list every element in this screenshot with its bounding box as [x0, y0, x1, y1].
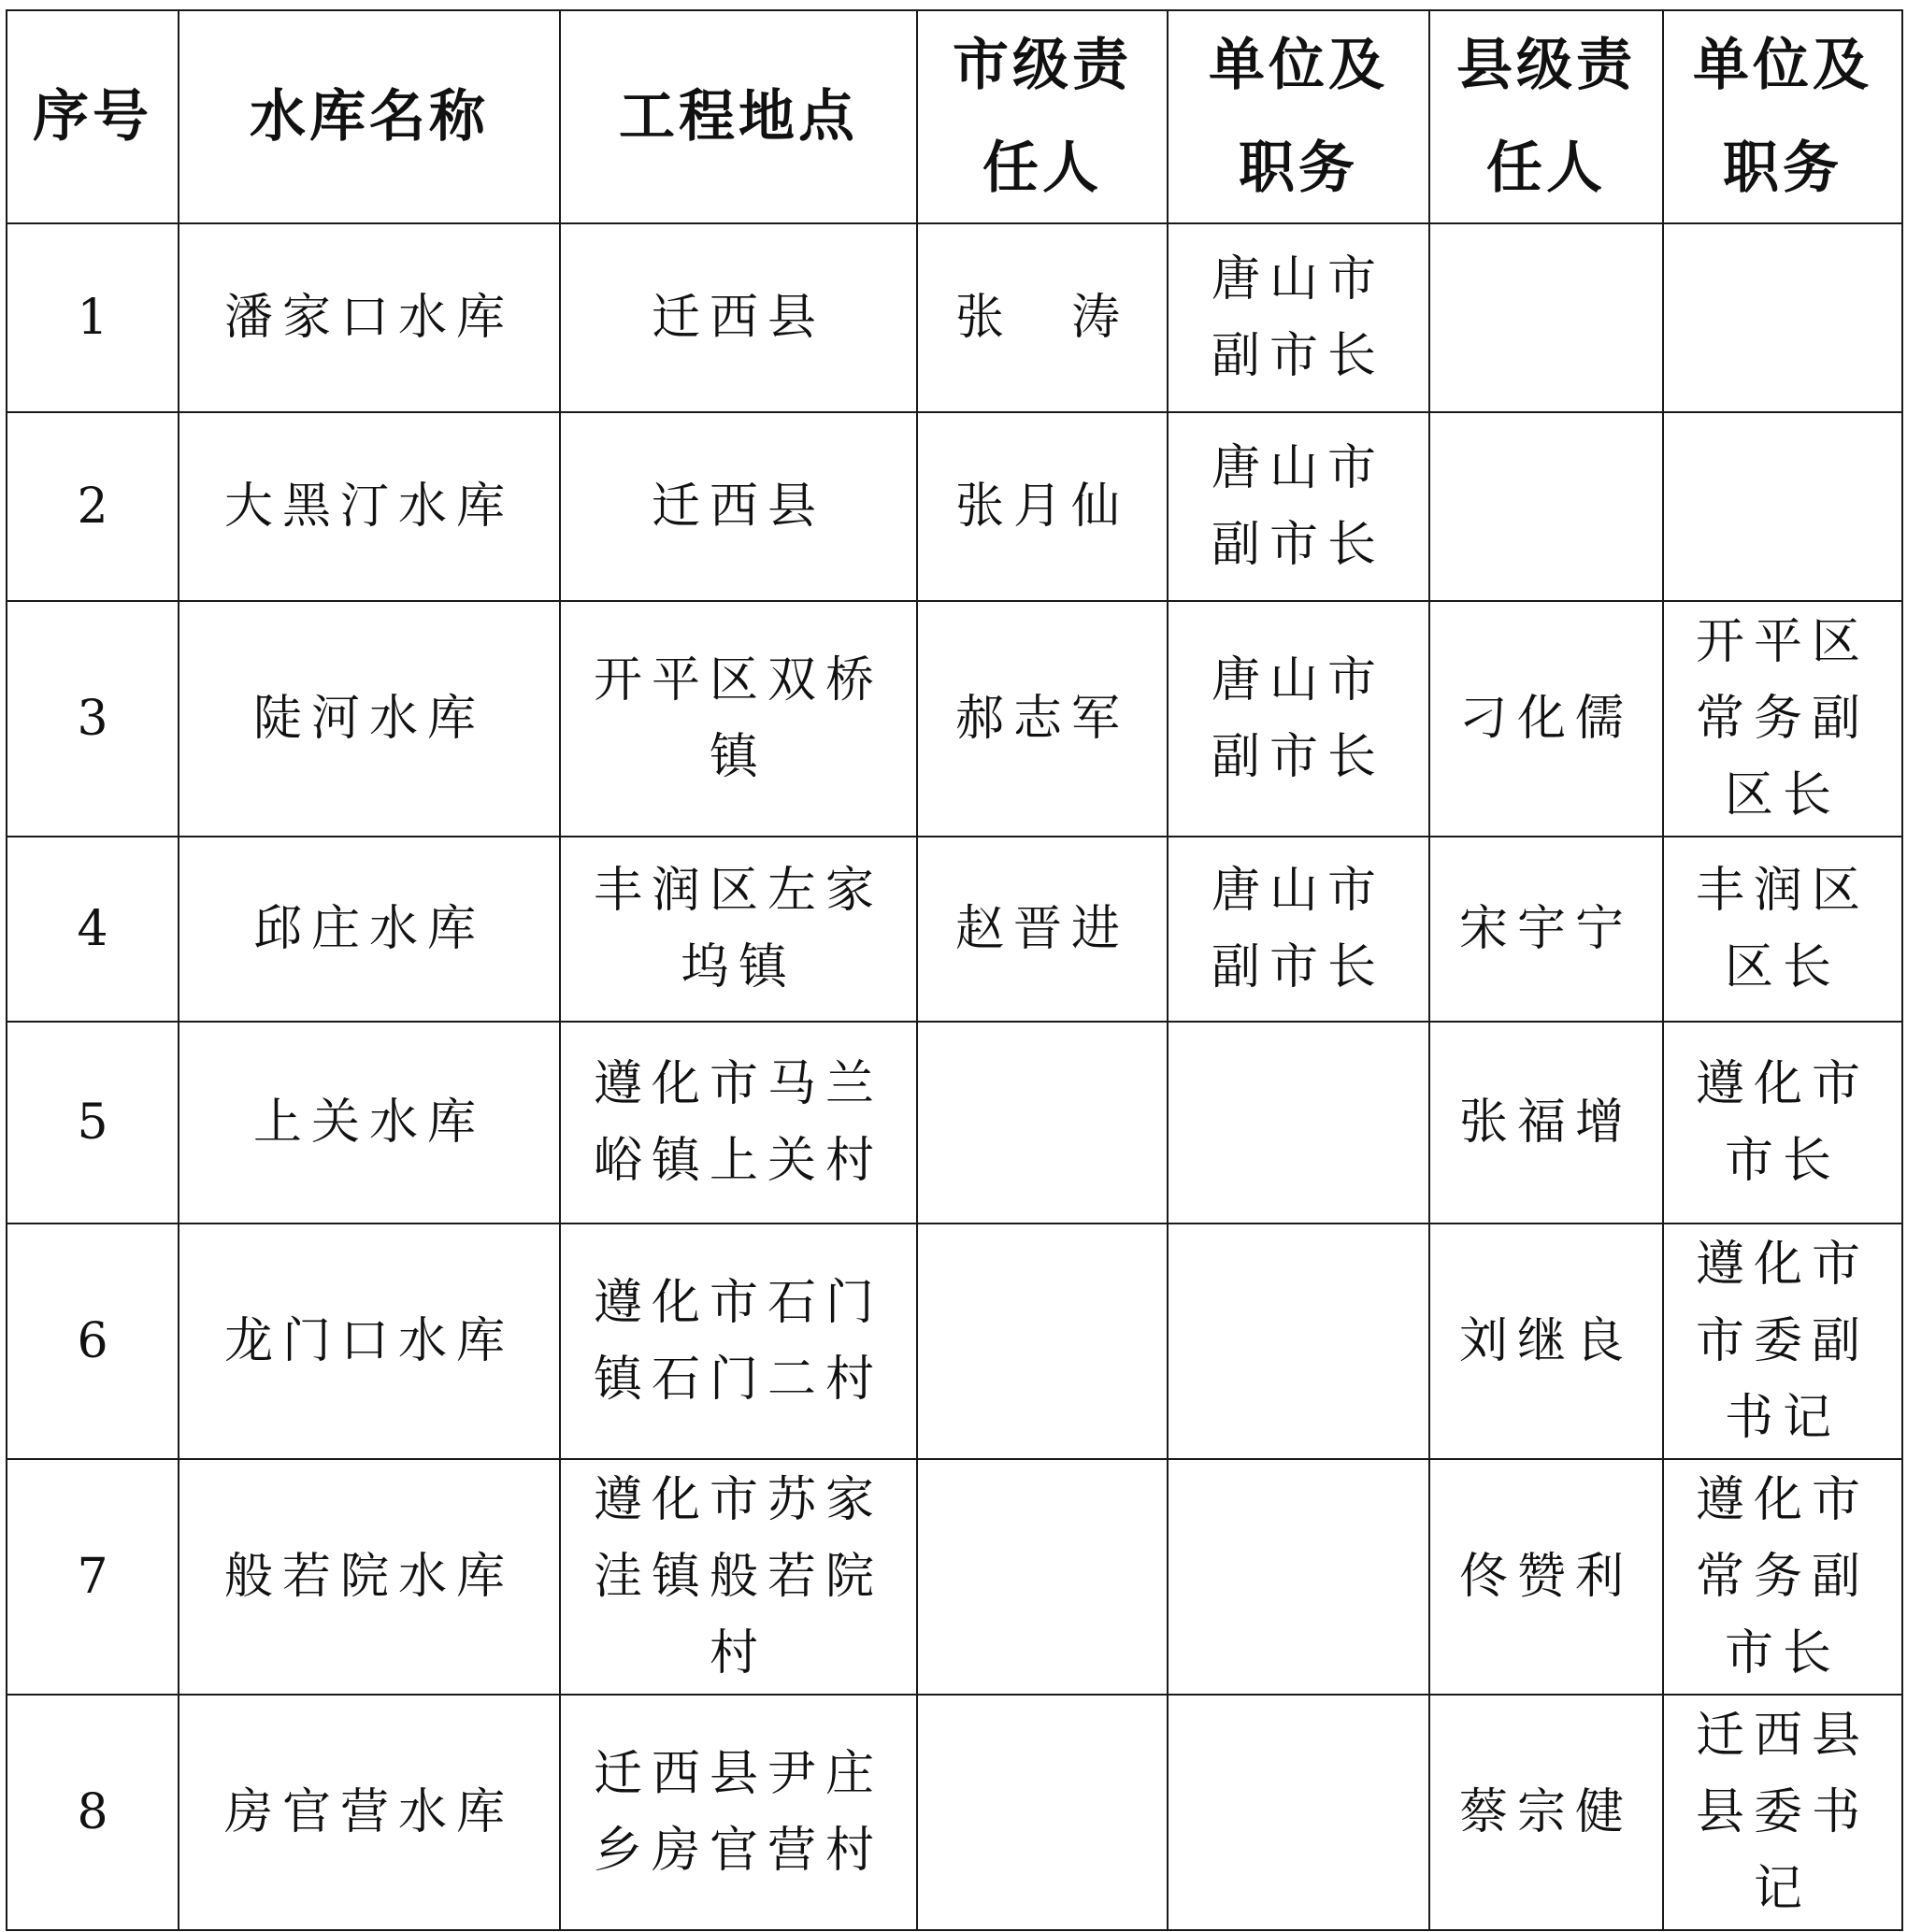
header-city-responsible: 市级责 任人	[917, 10, 1168, 223]
city-position	[1168, 1022, 1429, 1224]
row-index: 4	[7, 837, 179, 1022]
reservoir-name: 般若院水库	[179, 1459, 560, 1695]
header-reservoir-name: 水库名称	[179, 10, 560, 223]
city-responsible: 张月仙	[917, 412, 1168, 601]
city-position: 唐山市 副市长	[1168, 837, 1429, 1022]
row-index: 8	[7, 1695, 179, 1930]
city-responsible: 张 涛	[917, 223, 1168, 412]
city-responsible	[917, 1022, 1168, 1224]
city-position: 唐山市 副市长	[1168, 412, 1429, 601]
county-responsible: 蔡宗健	[1429, 1695, 1663, 1930]
reservoir-name: 大黑汀水库	[179, 412, 560, 601]
county-responsible: 刘继良	[1429, 1224, 1663, 1459]
location: 迁西县尹庄 乡房官营村	[560, 1695, 917, 1930]
table-row	[7, 601, 1902, 837]
location: 开平区双桥 镇	[560, 601, 917, 837]
city-position	[1168, 1695, 1429, 1930]
header-county-position: 单位及 职务	[1663, 10, 1902, 223]
table-row	[7, 1224, 1902, 1459]
county-position	[1663, 412, 1902, 601]
reservoir-name: 陡河水库	[179, 601, 560, 837]
city-position: 唐山市 副市长	[1168, 223, 1429, 412]
header-county-responsible: 县级责 任人	[1429, 10, 1663, 223]
location: 迁西县	[560, 223, 917, 412]
reservoir-name: 龙门口水库	[179, 1224, 560, 1459]
table-row	[7, 223, 1902, 412]
location: 遵化市马兰 峪镇上关村	[560, 1022, 917, 1224]
county-position: 遵化市 市委副 书记	[1663, 1224, 1902, 1459]
row-index: 6	[7, 1224, 179, 1459]
table-row	[7, 1695, 1902, 1930]
city-responsible: 郝志军	[917, 601, 1168, 837]
county-position: 开平区 常务副 区长	[1663, 601, 1902, 837]
row-index: 2	[7, 412, 179, 601]
location: 遵化市石门 镇石门二村	[560, 1224, 917, 1459]
table-row	[7, 1022, 1902, 1224]
reservoir-name: 潘家口水库	[179, 223, 560, 412]
header-row	[7, 10, 1902, 223]
row-index: 7	[7, 1459, 179, 1695]
reservoir-name: 邱庄水库	[179, 837, 560, 1022]
city-position: 唐山市 副市长	[1168, 601, 1429, 837]
location: 丰润区左家 坞镇	[560, 837, 917, 1022]
table-row	[7, 837, 1902, 1022]
table-row	[7, 412, 1902, 601]
county-position	[1663, 223, 1902, 412]
county-responsible: 刁化儒	[1429, 601, 1663, 837]
city-position	[1168, 1459, 1429, 1695]
county-position: 丰润区 区长	[1663, 837, 1902, 1022]
header-location: 工程地点	[560, 10, 917, 223]
row-index: 1	[7, 223, 179, 412]
row-index: 5	[7, 1022, 179, 1224]
county-responsible	[1429, 412, 1663, 601]
row-index: 3	[7, 601, 179, 837]
city-responsible	[917, 1695, 1168, 1930]
county-responsible: 佟赞利	[1429, 1459, 1663, 1695]
city-responsible	[917, 1224, 1168, 1459]
location: 遵化市苏家 洼镇般若院 村	[560, 1459, 917, 1695]
county-responsible: 宋宇宁	[1429, 837, 1663, 1022]
header-index: 序号	[7, 10, 179, 223]
location: 迁西县	[560, 412, 917, 601]
reservoir-responsibility-table	[6, 9, 1903, 1931]
county-position: 遵化市 市长	[1663, 1022, 1902, 1224]
county-position: 遵化市 常务副 市长	[1663, 1459, 1902, 1695]
city-position	[1168, 1224, 1429, 1459]
header-city-position: 单位及 职务	[1168, 10, 1429, 223]
county-responsible: 张福增	[1429, 1022, 1663, 1224]
county-position: 迁西县 县委书 记	[1663, 1695, 1902, 1930]
city-responsible	[917, 1459, 1168, 1695]
reservoir-name: 上关水库	[179, 1022, 560, 1224]
county-responsible	[1429, 223, 1663, 412]
table-row	[7, 1459, 1902, 1695]
reservoir-name: 房官营水库	[179, 1695, 560, 1930]
city-responsible: 赵晋进	[917, 837, 1168, 1022]
